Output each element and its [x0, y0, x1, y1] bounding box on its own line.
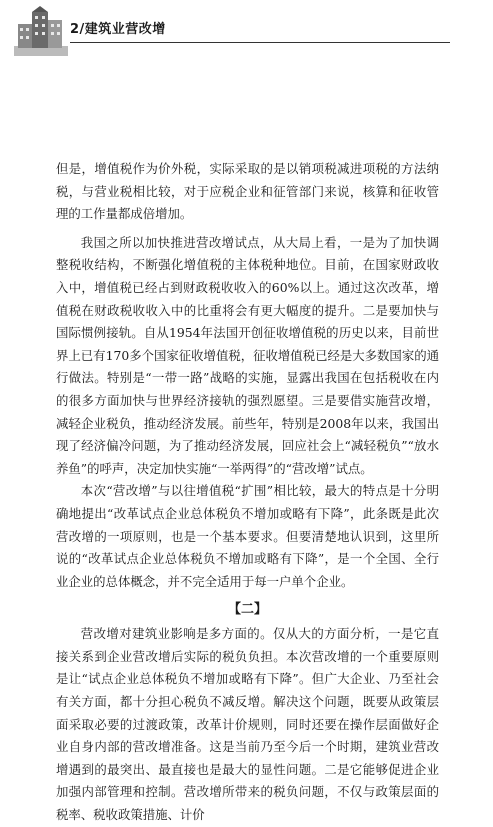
paragraph-1: 但是，增值税作为价外税，实际采取的是以销项税减进项税的方法纳税，与营业税相比较，对于应税企业和征管部门来说，核算和征收管理的工作量都成倍增加。	[56, 161, 439, 222]
paragraph-3: 本次“营改增”与以往增值税“扩围”相比较，最大的特点是十分明确地提出“改革试点企业总体税负不增加或略有下降”，此条既是此次营改增的一项原则，也是一个基本要求。但要清楚地认识到，这里所说的“改革试点企业总体税负不增加或略有下降”，是一个全国、全行业企业的总体概念，并不完全适用于每一户单个企业。	[56, 483, 439, 589]
building-illustration-icon	[14, 6, 68, 56]
header-rule	[70, 42, 450, 43]
section-heading: 【二】	[227, 602, 267, 618]
page-header	[0, 0, 493, 62]
running-header-title: 2/建筑业营改增	[70, 22, 166, 37]
paragraph-2: 我国之所以加快推进营改增试点，从大局上看，一是为了加快调整税收结构，不断强化增值税的主体税种地位。目前，在国家财政收入中，增值税已经占到财政税收收入的60%以上。通过这次改革，增值税在财政税收收入中的比重将会有更大幅度的提升。二是要加快与国际惯例接轨。自从1954年法国开创征收增值税的历史以来，目前世界上已有170多个国家征收增值税，征收增值税已经是大多数国家的通行做法。特别是“一带一路”战略的实施，显露出我国在包括税收在内的很多方面加快与世界经济接轨的强烈愿望。三是要借实施营改增，减轻企业税负，推动经济发展。前些年，特别是2008年以来，我国出现了经济偏冷问题，为了推动经济发展，回应社会上“减轻税负”“放水养鱼”的呼声，决定加快实施“一举两得”的“营改增”试点。	[56, 234, 439, 476]
paragraph-4: 营改增对建筑业影响是多方面的。仅从大的方面分析，一是它直接关系到企业营改增后实际的税负负担。本次营改增的一个重要原则是让“试点企业总体税负不增加或略有下降”。但广大企业、乃至社会有关方面，都十分担心税负不减反增。解决这个问题，既要从政策层面采取必要的过渡政策，改革计价规则，同时还要在操作层面做好企业自身内部的营改增准备。这是当前乃至今后一个时期，建筑业营改增遇到的最突出、最直接也是最大的显性问题。二是它能够促进企业加强内部管理和控制。营改增所带来的税负问题，不仅与政策层面的税率、税收政策措施、计价	[56, 626, 439, 823]
main-text	[56, 158, 439, 827]
